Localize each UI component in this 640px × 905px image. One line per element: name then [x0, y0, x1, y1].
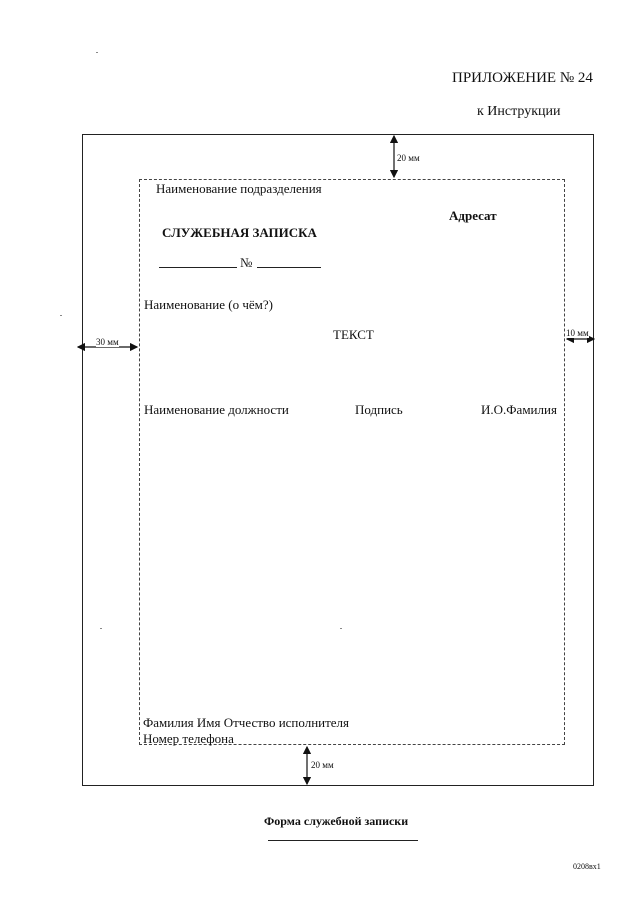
top-margin-label: 20 мм: [397, 153, 420, 163]
executor-phone: Номер телефона: [143, 731, 234, 746]
subject-heading: Наименование (о чём?): [144, 297, 273, 312]
addressee-label: Адресат: [449, 208, 497, 223]
scan-speck: [340, 628, 342, 629]
document-code: 0208вх1: [573, 862, 601, 871]
instruction-reference: к Инструкции: [477, 104, 561, 119]
caption-underline: [268, 840, 418, 841]
right-margin-label: 10 мм: [566, 328, 589, 338]
scan-speck: [100, 628, 102, 629]
executor-name: Фамилия Имя Отчество исполнителя: [143, 715, 350, 730]
bottom-margin-label: 20 мм: [311, 760, 334, 770]
name-label: И.О.Фамилия: [481, 402, 557, 417]
signature-label: Подпись: [355, 402, 403, 417]
number-sign: №: [240, 255, 253, 270]
position-label: Наименование должности: [144, 402, 289, 417]
memo-title: СЛУЖЕБНАЯ ЗАПИСКА: [162, 225, 317, 240]
left-margin-label: 30 мм: [96, 337, 119, 347]
appendix-title: ПРИЛОЖЕНИЕ № 24: [452, 70, 593, 86]
scan-speck: [60, 315, 62, 316]
body-text-placeholder: ТЕКСТ: [333, 327, 374, 342]
scan-speck: [96, 52, 98, 53]
figure-caption: Форма служебной записки: [264, 814, 409, 828]
subdivision-name: Наименование подразделения: [156, 181, 322, 196]
